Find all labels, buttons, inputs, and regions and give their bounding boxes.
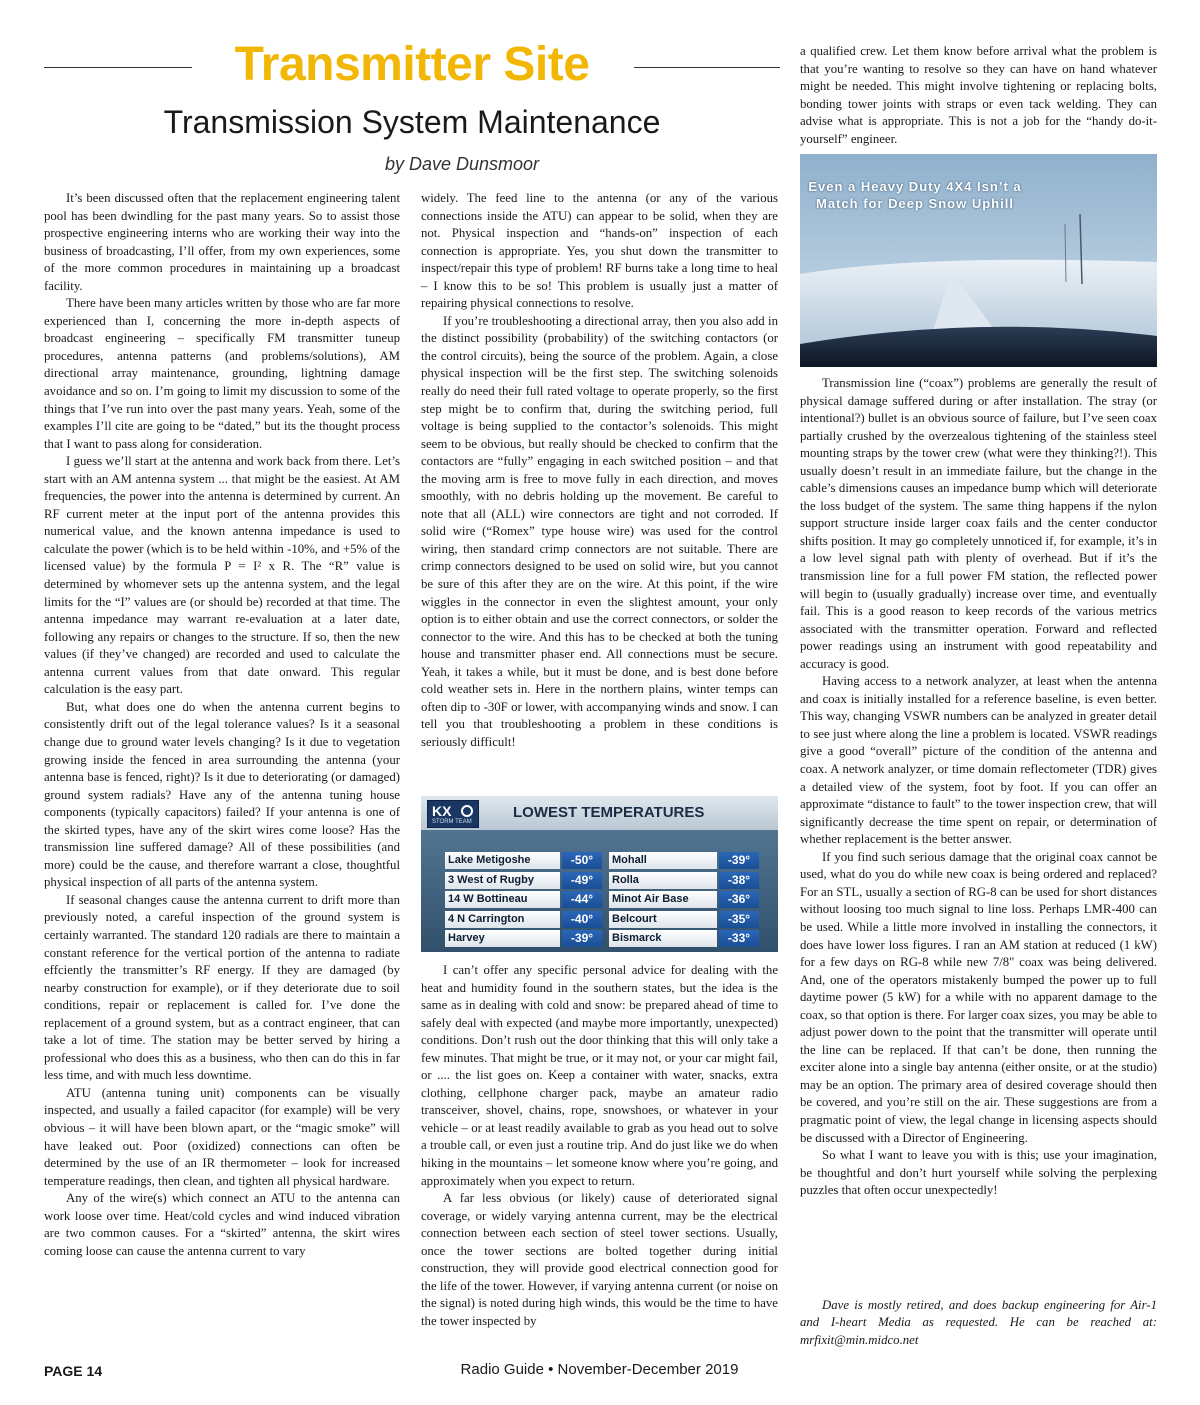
temperature-row	[609, 872, 759, 889]
paragraph: But, what does one do when the antenna current begins to consistently drift out of the legal tolerance values? Is it a seasonal change due to ground water levels changing? Is it due to vegetation growing inside the fenced in area surrounding the antenna (your antenna base is fenced, right)? Is it due to deteriorating (or damaged) ground system radials? Have any of the antenna tuning house components (typically capacitors) failed? If your antenna is one of the skirted types, have any of the skirt wires come loose? Has the transmission line suffered damage? All of these possibilities (and more) could be the cause, and therefore warrant a close, thoughtful physical inspection of all parts of the antenna system.	[44, 699, 400, 890]
location-name: Harvey	[445, 930, 560, 947]
location-name: Minot Air Base	[609, 891, 717, 908]
temperature-value: -39°	[719, 852, 759, 869]
temperature-value: -38°	[719, 872, 759, 889]
temperature-value: -49°	[562, 872, 602, 889]
paragraph: If you find such serious damage that the original coax cannot be used, what do you do while new coax is being ordered and replaced? For an STL, usually a section of RG-8 can be used for short distances without loosing too much signal to line loss. Perhaps LMR-400 can be used. While a little more involved in installing the connectors, it does have lower loss figures. I ran an AM station at reduced (1 kW) for a few days on RG-8 while new 7/8" coax was being delivered. And, one of the operators mistakenly bumped the power up to full daytime power (5 kW) for a while with no apparent damage to the coax, so that option is there. For larger coax sizes, you may be able to adjust power down to the point that the transmitter will operate until the line can be replaced. If that can’t be done, then running the exciter alone into a single bay antenna (either onsite, or at the studio) may be an option. The primary area of desired coverage should then be covered, and you’re still on the air. These suggestions are from a pragmatic point of view, the legal change in licensing aspects should be discussed with a Director of Engineering.	[800, 849, 1157, 1145]
temperature-row	[609, 891, 759, 908]
location-name: Lake Metigoshe	[445, 852, 560, 869]
paragraph: If you’re troubleshooting a directional array, then you also add in the distinct possibility (probability) of the switching contactors (or the control circuits), being the source of the problem. Again, a close physical inspection will be the first step. The switching solenoids really do need their full rated voltage to operate properly, so the first step might be to confirm that, during the switching period, full voltage is being supplied to the contactor’s solenoids. This might seem to be obvious, but really should be checked to confirm that the contactors are “fully” engaging in each switched position – and that the moving arm is free to move fully in each direction, and moves smoothly, with no debris holding up the movement. Be careful to note that all (ALL) wire connectors are tight and not corroded. If solid wire (“Romex” type house wire) was used for the control wiring, then standard crimp connectors are not suitable. There are crimp connectors designed to be used on solid wire, but you cannot be sure of this after they are on the wire. At this point, if the wire wiggles in the connector in even the slightest amount, your only option is to either obtain and use the correct connectors, or solder the connector to the wire. And this has to be checked at both the tuning house and transmitter phaser end. All connections must be secure. Yeah, it takes a while, but it must be done, and is best done before cold weather sets in. Here in the northern plains, winter temps can often dip to -30F or lower, with accompanying winds and snow. I can tell you that troubleshooting a problem in these conditions is seriously difficult!	[421, 313, 778, 749]
snow-road-photo	[800, 154, 1157, 367]
paragraph: A far less obvious (or likely) cause of deteriorated signal coverage, or widely varying antenna current, may be the electrical connection between each section of steel tower sections. Usually, once the tower sections are bolted together during initial construction, they will provide good electrical connection good for the life of the tower. However, if varying antenna current (or noise on the signal) is noted during high winds, this would be the time to have the tower inspected by	[421, 1191, 778, 1328]
temperature-row	[609, 930, 759, 947]
paragraph: I can’t offer any specific personal advice for dealing with the heat and humidity found in the southern states, but the idea is the same as in dealing with cold and snow: be prepared ahead of time to safely deal with expected (and maybe more importantly, unexpected) conditions. Don’t rush out the door thinking that this will only take a few minutes. That might be true, or it may not, or your car might fail, or .... the list goes on. Keep a container with water, snacks, extra clothing, cellphone charger pack, maybe an amateur radio transceiver, shovel, chains, rope, snowshoes, or whatever in your vehicle – or at least readily available to grab as you head out to solve a trouble call, or even just a routine trip. And do just like we do when hiking in the mountains – let someone know where you’re going, and approximately when you expect to return.	[421, 963, 778, 1188]
byline: by Dave Dunsmoor	[384, 154, 540, 174]
location-name: Bismarck	[609, 930, 717, 947]
graphic-title: LOWEST TEMPERATURES	[513, 804, 705, 821]
paragraph: I guess we’ll start at the antenna and work back from there. Let’s start with an AM antenna system ... that might be the easiest. At AM frequencies, the power into the antenna is determined by current. An RF current meter at the input port of the antenna provides this numerical value, and the known antenna impedance is used to calculate the power (which is to be held within -10%, and +5% of the licensed value) by the formula P = I² x R. The “R” value is determined by whomever sets up the antenna system, and the legal limits for the “I” values are (or should be) recorded at that time. The antenna impedance may warrant re-evaluation at a later date, following any repairs or changes to the structure. If so, then the new values (if they’ve changed) are recorded and used to calculate the antenna current values from that date onward. This regular calculation is the easy part.	[44, 454, 400, 697]
location-name: 14 W Bottineau	[445, 891, 560, 908]
author-bio: Dave is mostly retired, and does backup engineering for Air-1 and I-heart Media as requested. He can be reached at: mrfixit@min.midco.net	[800, 1298, 1157, 1347]
header-rule-right	[634, 67, 780, 68]
page-number: PAGE 14	[44, 1363, 103, 1379]
temperature-row	[445, 911, 602, 928]
paragraph: Having access to a network analyzer, at least when the antenna and coax is initially installed for a reference baseline, is even better. This way, changing VSWR numbers can be analyzed in greater detail to see just where along the line a problem is located. VSWR readings give a good “overall” picture of the condition of the antenna and coax. A network analyzer, or time domain reflectometer (TDR) gives a detailed view of the system, foot by foot. If you can offer an approximate “distance to fault” to the tower inspection crew, that will significantly decrease the time spent on repair, or determination of whether replacement is the better answer.	[800, 674, 1157, 847]
location-name: 4 N Carrington	[445, 911, 560, 928]
temperature-row	[445, 872, 602, 889]
section-title: Transmitter Site	[234, 38, 590, 91]
location-name: Rolla	[609, 872, 717, 889]
temperature-value: -36°	[719, 891, 759, 908]
article-title: Transmission System Maintenance	[163, 104, 661, 140]
graphic-header	[421, 796, 778, 830]
temperature-value: -39°	[562, 930, 602, 947]
section-header	[44, 36, 780, 96]
temperature-row	[609, 852, 759, 869]
paragraph: a qualified crew. Let them know before arrival what the problem is that you’re wanting to resolve so they can have on hand whatever might be needed. This might involve tightening or replacing bolts, bonding tower joints with straps or even tack welding. They can advise what is appropriate. This is not a job for the “handy do-it-yourself” engineer.	[800, 44, 1157, 146]
temperature-value: -50°	[562, 852, 602, 869]
photo-caption: Even a Heavy Duty 4X4 Isn’t a Match for Deep Snow Uphill	[808, 179, 1022, 211]
article-column-2	[421, 190, 778, 752]
logo-text: KX	[432, 803, 452, 819]
article-column-3	[800, 43, 1157, 148]
paragraph: If seasonal changes cause the antenna current to drift more than previously noted, a careful inspection of the ground system is certainly warranted. The standard 120 radials are there to maintain a constant reference for the vertical portion of the antenna to radiate effciently the transmitter’s RF energy. If they are damaged (by nearby construction for example), or if they deteriorate due to soil conditions, repair or replacement is called for. I’ve done the replacement of a ground system, but as a contract engineer, that can take a lot of time. The station may be better served by hiring a professional who does this as a business, who then can do this in far less time, and with much less downtime.	[44, 892, 400, 1083]
temperature-row	[445, 930, 602, 947]
paragraph: So what I want to leave you with is this; use your imagination, be thoughtful and don’t hurt yourself while solving the perplexing puzzles that often occur unexpectedly!	[800, 1148, 1157, 1198]
location-name: Mohall	[609, 852, 717, 869]
paragraph: Any of the wire(s) which connect an ATU to the antenna can work loose over time. Heat/cold cycles and wind induced vibration are two common causes. For a “skirted” antenna, the skirt wires coming loose can cause the antenna current to vary	[44, 1191, 400, 1258]
temperature-value: -35°	[719, 911, 759, 928]
station-logo	[427, 800, 479, 828]
article-column-2-continued	[421, 962, 778, 1350]
logo-subtext: STORM TEAM	[432, 819, 472, 825]
paragraph: Transmission line (“coax”) problems are generally the result of physical damage suffered during or after installation. The stray (or intentional?) bullet is an obvious source of failure, but I’ve seen coax partially crushed by the overzealous tightening of the stainless steel mounting straps by the tower crew (what were they thinking?!). This usually doesn’t result in an immediate failure, but the change in the cable’s dimensions causes an impedance bump which will deteriorate the loss budget of the system. The same thing happens if the nylon support structure inside larger coax fails and the center conductor shifts position. It may go completely unnoticed if, for example, it’s in a low level signal path with plenty of overhead. But if it’s the transmission line for a full power FM station, the reflected power will begin to (usually gradually) increase over time, and eventually fail. This is a good reason to keep records of the various metrics associated with the transmitter operation. Forward and reflected power readings using an instrument with good repeatability and accuracy is good.	[800, 376, 1157, 671]
temperature-row	[445, 891, 602, 908]
paragraph: There have been many articles written by those who are far more experienced than I, concerning the more in-depth aspects of broadcast engineering – specifically FM transmitter tuneup procedures, antenna patterns (and problems/solutions), AM directional array maintenance, grounding, lightning damage avoidance and so on. I’m going to limit my discussion to some of the things that I’ve run into over the past many years. Yeah, some of the examples I’ll cite are going to be “dated,” but its the thought process that I want to pass along for consideration.	[44, 296, 400, 451]
temperature-value: -33°	[719, 930, 759, 947]
publication-footer: Radio Guide • November-December 2019	[460, 1361, 739, 1378]
eye-icon	[461, 805, 473, 817]
location-name: Belcourt	[609, 911, 717, 928]
article-column-3-continued	[800, 375, 1157, 1295]
paragraph: ATU (antenna tuning unit) components can be visually inspected, and usually a failed capacitor (for example) will be very obvious – it will have been blown apart, or the “magic smoke” will have leaked out. Poor (oxidized) connections can often be determined by the use of an IR thermometer – look for increased temperature readings, then clean, and tighten all physical hardware.	[44, 1085, 400, 1188]
temperature-value: -40°	[562, 911, 602, 928]
temperature-row	[609, 911, 759, 928]
temperature-row	[445, 852, 602, 869]
location-name: 3 West of Rugby	[445, 872, 560, 889]
temperature-value: -44°	[562, 891, 602, 908]
article-column-1	[44, 190, 400, 1350]
lowest-temperatures-graphic	[421, 796, 778, 952]
paragraph: It’s been discussed often that the replacement engineering talent pool has been dwindling for the past many years. So to assist those prospective engineering interns who are working their way into the business of broadcasting, I’ll offer, from my own experiences, some of the more common procedures in maintaining up a broadcast facility.	[44, 191, 400, 293]
paragraph: widely. The feed line to the antenna (or any of the various connections inside the ATU) can appear to be solid, when they are not. Physical inspection and “hands-on” inspection of each connection is appropriate. Yes, you shut down the transmitter to inspect/repair this type of problem! RF burns take a long time to heal – I know this to be so! This problem is usually just a matter of repairing physical connections to resolve.	[421, 191, 778, 311]
